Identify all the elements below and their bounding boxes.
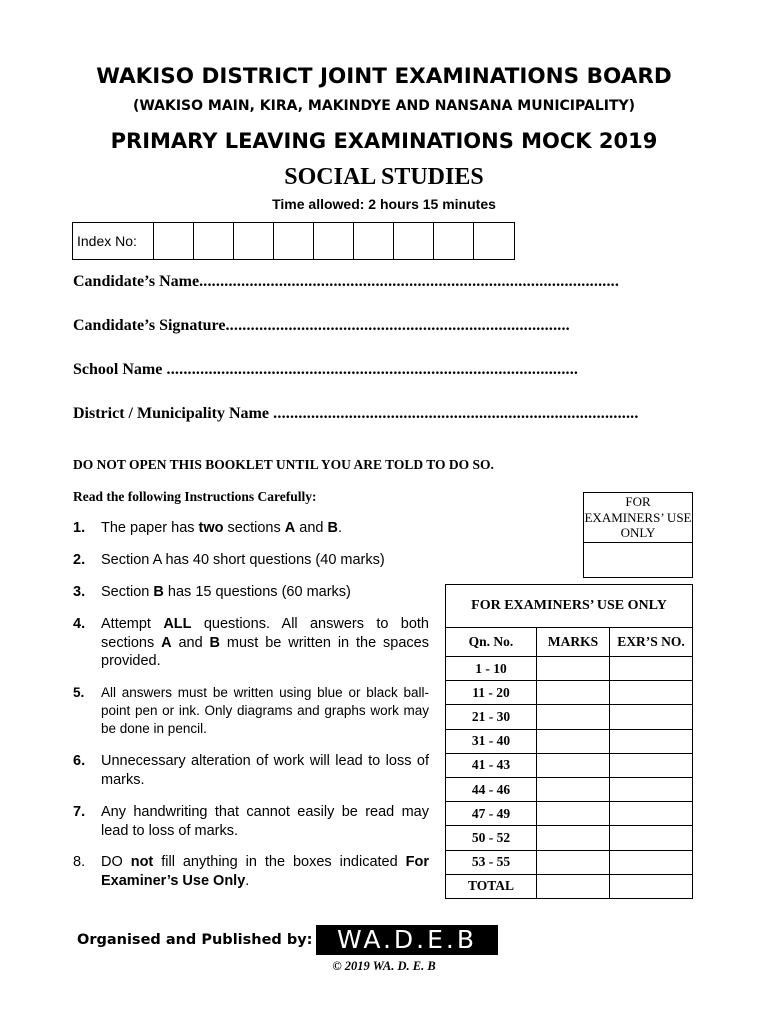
school-name-line[interactable]: .................................................................................................. (162, 361, 579, 378)
instruction-text: and (295, 520, 328, 536)
instruction-text: . (245, 872, 250, 889)
table-row (446, 850, 693, 874)
table-row (446, 657, 693, 681)
question-range: 1 - 10 (446, 657, 537, 681)
examiners-use-label: FOR EXAMINERS’ USE ONLY (584, 493, 692, 543)
table-row (446, 826, 693, 850)
instruction-text: . (337, 520, 343, 536)
index-cell[interactable] (434, 223, 474, 259)
instruction-text: The paper has (101, 520, 199, 536)
instruction-bold: B (327, 520, 338, 536)
instruction-text: All answers must be written using blue or black ball-point pen or ink. Only diagrams and graphs work may be done in pencil. (101, 685, 429, 736)
examiner-no-cell[interactable] (610, 681, 693, 705)
instruction-bold: ALL (163, 616, 192, 632)
board-title: WAKISO DISTRICT JOINT EXAMINATIONS BOARD (96, 64, 672, 89)
instruction-text: Section A has 40 short questions (40 marks) (101, 552, 385, 568)
index-cell[interactable] (314, 223, 354, 259)
instruction-item (73, 615, 429, 671)
index-cell[interactable] (394, 223, 434, 259)
instruction-bold: B (153, 584, 164, 600)
examiner-no-cell[interactable] (610, 729, 693, 753)
candidate-name-field[interactable] (73, 273, 695, 291)
candidate-signature-label: Candidate’s Signature (73, 317, 226, 334)
instruction-number: 3. (73, 584, 86, 600)
marks-cell[interactable] (537, 802, 610, 826)
instruction-text: has 15 questions (60 marks) (163, 584, 351, 600)
table-row (446, 753, 693, 777)
instruction-text: questions. All answers to both sections (101, 616, 429, 651)
instruction-text: Unnecessary alteration of work will lead to loss of marks. (101, 753, 429, 788)
wadeb-logo: WA.D.E.B (316, 925, 498, 955)
marks-cell[interactable] (537, 753, 610, 777)
instruction-text: fill anything in the boxes indicated (153, 854, 406, 870)
municipalities-subtitle: (WAKISO MAIN, KIRA, MAKINDYE AND NANSANA MUNICIPALITY) (132, 98, 636, 114)
total-label: TOTAL (446, 874, 537, 898)
instruction-number: 1. (73, 520, 86, 536)
candidate-name-line[interactable]: .................................................................................................... (199, 273, 620, 290)
instruction-number: 8. (73, 854, 86, 870)
instruction-item (73, 684, 429, 738)
marks-cell[interactable] (537, 777, 610, 801)
instruction-text: must be written in the spaces provided. (101, 634, 429, 669)
marks-cell[interactable] (537, 826, 610, 850)
question-range: 47 - 49 (446, 802, 537, 826)
instruction-bold: A (161, 634, 172, 651)
question-range: 21 - 30 (446, 705, 537, 729)
marks-cell[interactable] (537, 850, 610, 874)
column-header: EXR’S NO. (610, 628, 693, 657)
time-allowed: Time allowed: 2 hours 15 minutes (272, 196, 496, 212)
school-name-label: School Name (73, 361, 163, 378)
published-by-label: Organised and Published by: (77, 932, 313, 948)
examiner-no-cell[interactable] (610, 705, 693, 729)
district-line[interactable]: ....................................................................................... (268, 405, 639, 422)
index-cell[interactable] (474, 223, 514, 259)
marks-cell[interactable] (537, 705, 610, 729)
examiner-no-cell[interactable] (610, 802, 693, 826)
table-row (446, 705, 693, 729)
column-header: MARKS (537, 628, 610, 657)
instruction-text: and (171, 634, 210, 651)
index-number-grid (72, 222, 515, 260)
question-range: 11 - 20 (446, 681, 537, 705)
instruction-number: 2. (73, 552, 86, 568)
index-label: Index No: (73, 223, 154, 259)
instruction-number: 6. (73, 753, 86, 769)
instruction-text: sections (223, 520, 285, 536)
marks-cell[interactable] (537, 681, 610, 705)
instruction-bold: B (209, 634, 221, 651)
question-range: 41 - 43 (446, 753, 537, 777)
subject-title: SOCIAL STUDIES (284, 164, 484, 190)
question-range: 53 - 55 (446, 850, 537, 874)
table-row (446, 874, 693, 898)
instruction-bold: two (198, 520, 224, 536)
exam-title: PRIMARY LEAVING EXAMINATIONS MOCK 2019 (110, 129, 658, 153)
instruction-number: 4. (73, 616, 86, 632)
instruction-bold: A (284, 520, 296, 536)
instruction-bold: For Examiner’s Use Only (101, 854, 429, 889)
copyright: © 2019 WA. D. E. B (332, 959, 436, 973)
instruction-item (73, 803, 429, 840)
table-row (446, 681, 693, 705)
district-field[interactable] (73, 405, 695, 423)
total-marks-cell[interactable] (537, 874, 610, 898)
table-row (446, 777, 693, 801)
marks-table-title: FOR EXAMINERS’ USE ONLY (446, 585, 693, 628)
instruction-text: Any handwriting that cannot easily be read may lead to loss of marks. (101, 804, 429, 839)
examiners-marks-table (445, 584, 693, 899)
instruction-item (73, 853, 429, 890)
instruction-bold: not (130, 854, 154, 870)
instruction-item (73, 551, 429, 570)
index-cell[interactable] (194, 223, 234, 259)
examiner-no-cell[interactable] (610, 657, 693, 681)
instruction-item (73, 583, 429, 602)
examiners-use-space[interactable] (584, 543, 692, 577)
instruction-number: 7. (73, 804, 86, 820)
table-row (446, 802, 693, 826)
candidate-signature-field[interactable] (73, 317, 695, 335)
question-range: 31 - 40 (446, 729, 537, 753)
examiners-use-box (583, 492, 693, 578)
examiner-no-cell[interactable] (610, 753, 693, 777)
table-row (446, 729, 693, 753)
index-cell[interactable] (354, 223, 394, 259)
school-name-field[interactable] (73, 361, 695, 379)
marks-cell[interactable] (537, 729, 610, 753)
examiner-no-cell[interactable] (610, 777, 693, 801)
instruction-item (73, 519, 429, 538)
instruction-text: DO (101, 854, 131, 870)
instruction-number: 5. (73, 685, 85, 700)
instruction-item (73, 752, 429, 789)
district-label: District / Municipality Name (73, 405, 269, 422)
question-range: 50 - 52 (446, 826, 537, 850)
candidate-signature-line[interactable]: .................................................................................. (225, 317, 570, 334)
examiner-no-cell[interactable] (610, 850, 693, 874)
index-cell[interactable] (274, 223, 314, 259)
examiner-no-cell[interactable] (610, 826, 693, 850)
column-header: Qn. No. (446, 628, 537, 657)
instruction-text: Section (101, 584, 154, 600)
instruction-text: Attempt (101, 616, 164, 632)
do-not-open-notice: DO NOT OPEN THIS BOOKLET UNTIL YOU ARE TOLD TO DO SO. (73, 457, 494, 472)
index-cell[interactable] (234, 223, 274, 259)
total-examiner-cell[interactable] (610, 874, 693, 898)
instructions-heading: Read the following Instructions Carefully: (73, 489, 317, 504)
index-cell[interactable] (154, 223, 194, 259)
candidate-name-label: Candidate’s Name (73, 273, 200, 290)
question-range: 44 - 46 (446, 777, 537, 801)
marks-cell[interactable] (537, 657, 610, 681)
